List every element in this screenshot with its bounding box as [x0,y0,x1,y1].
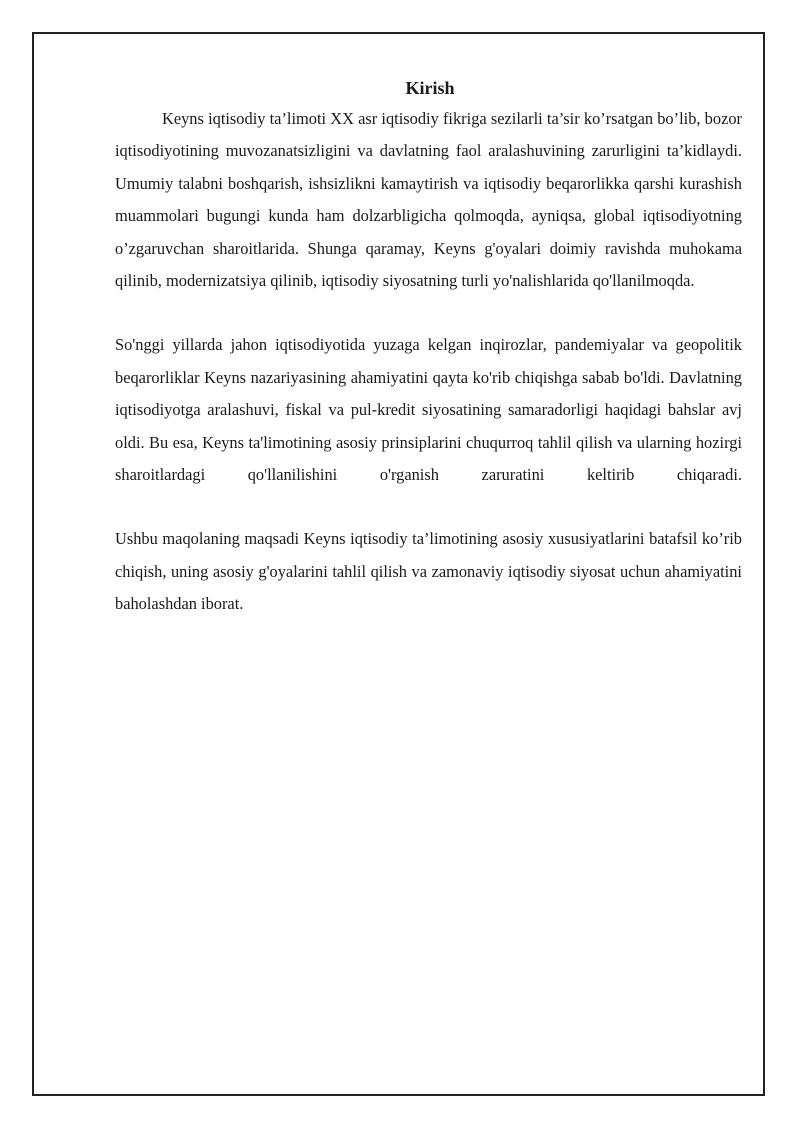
document-body [115,73,742,621]
paragraph-purpose: Ushbu maqolaning maqsadi Keyns iqtisodiy ta’limotining asosiy xususiyatlarini batafsil ko’rib chiqish, uning asosiy g'oyalarini tahlil qilish va zamonaviy iqtisodiy siyosat uchun ahamiyatini baholashdan iborat. [115,529,742,614]
paragraph-intro: Keyns iqtisodiy ta’limoti XX asr iqtisodiy fikriga sezilarli ta’sir ko’rsatgan bo’lib, bozor iqtisodiyotining muvozanatsizligini va davlatning faol aralashuvining zarurligini ta’kidlaydi. Umumiy talabni boshqarish, ishsizlikni kamaytirish va iqtisodiy beqarorlikka qarshi kurashish muammolari bugungi kunda ham dolzarbligicha qolmoqda, ayniqsa, global iqtisodiyotning o’zgaruvchan sharoitlarida. Shunga qaramay, Keyns g'oyalari doimiy ravishda muhokama qilinib, modernizatsiya qilinib, iqtisodiy siyosatning turli yo'nalishlarida qo'llanilmoqda. [115,109,742,291]
document-title: Kirish [405,78,455,98]
paragraph-context: So'nggi yillarda jahon iqtisodiyotida yuzaga kelgan inqirozlar, pandemiyalar va geopolitik beqarorliklar Keyns nazariyasining ahamiyatini qayta ko'rib chiqishga sabab bo'ldi. Davlatning iqtisodiyotga aralashuvi, fiskal va pul-kredit siyosatining samaradorligi haqidagi bahslar avj oldi. Bu esa, Keyns ta'limotining asosiy prinsiplarini chuqurroq tahlil qilish va ularning hozirgi sharoitlardagi qo'llanilishini o'rganish zaruratini keltirib chiqaradi. [115,335,742,485]
